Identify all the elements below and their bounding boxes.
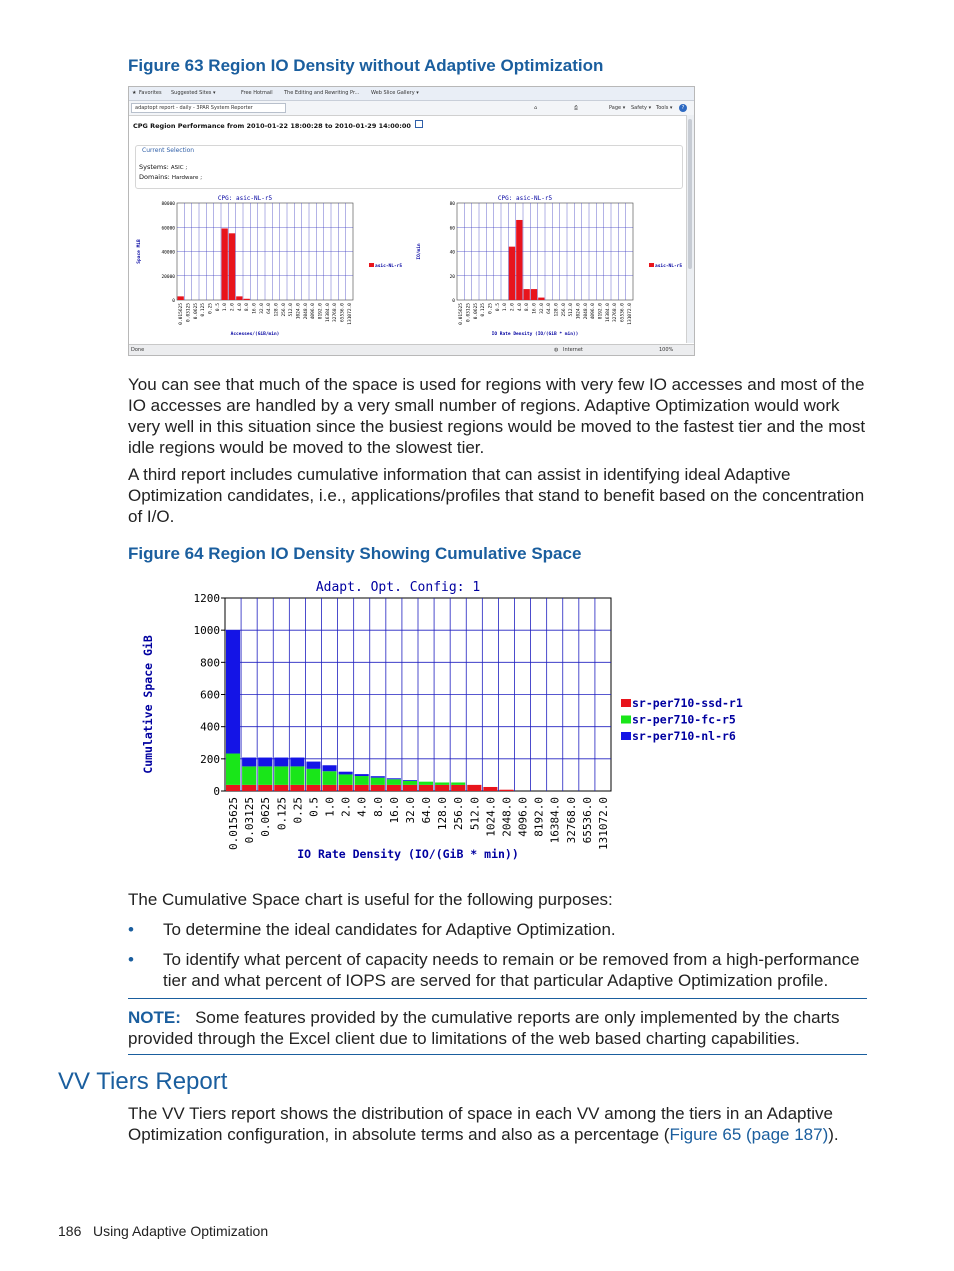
export-icon[interactable] [415,120,423,128]
bar-segment [483,787,497,791]
x-tick-label: 16.0 [387,797,401,824]
bar-segment [290,785,304,791]
bullet-text: To identify what percent of capacity needs to remain or be removed from a high-performance tier and what percent of IOPS are served for that particular Adaptive Optimization profile. [163,950,860,990]
bar-segment [339,785,353,791]
home-icon[interactable]: ⌂ [534,105,538,111]
status-zoom[interactable]: 100% [659,347,674,353]
bar-segment [226,754,240,785]
x-tick-label: 16384.0 [605,303,611,322]
x-tick-label: 8192.0 [318,303,324,320]
bar-segment [242,766,256,784]
x-tick-label: 0.0625 [473,303,479,320]
cumulative-space-chart [130,572,770,872]
x-tick-label: 0.03125 [186,303,192,322]
x-tick-label: 8192.0 [598,303,604,320]
x-tick-label: 256.0 [281,303,287,317]
x-tick-label: 128.0 [436,797,450,831]
bar-segment [290,758,304,767]
bar-segment [355,776,369,785]
bar-segment [355,785,369,791]
x-tick-label: 4.0 [237,303,243,312]
x-tick-label: 128.0 [274,303,280,317]
bar-segment [258,766,272,784]
bar-segment [306,785,320,791]
bar-segment [258,785,272,791]
status-bar [129,344,694,356]
y-tick-label: 60000 [161,226,175,232]
x-tick-label: 32.0 [259,303,265,314]
bar-segment [387,779,401,785]
section-heading: VV Tiers Report [58,1068,228,1095]
x-tick-label: 65536.0 [620,303,626,322]
y-tick-label: 400 [200,720,220,734]
io-chart [409,191,689,341]
globe-icon: ◍ [554,347,559,353]
page-menu[interactable]: Page ▾ [609,105,626,111]
bar-segment [355,774,369,776]
x-tick-label: 65536.0 [340,303,346,322]
bullet-icon: • [128,920,134,939]
x-tick-label: 4.0 [517,303,523,312]
x-tick-label: 1024.0 [576,303,582,320]
chart-title: Adapt. Opt. Config: 1 [315,580,481,595]
x-tick-label: 32.0 [539,303,545,314]
hotmail-link[interactable]: Free Hotmail [241,90,273,96]
x-tick-label: 0.5 [215,303,221,312]
x-tick-label: 8.0 [245,303,251,312]
bar-segment [435,785,449,791]
bullet-item [128,919,873,941]
current-selection-label: Current Selection [142,147,195,154]
x-axis-label: IO Rate Density (IO/(GiB * min)) [297,847,519,861]
x-tick-label: 4.0 [355,797,369,817]
bar [178,296,184,300]
bar [538,298,544,300]
tab-bar [129,101,694,116]
note-box [128,998,867,1055]
figure-63-screenshot [128,86,695,356]
bar-segment [226,630,240,753]
bar-segment [499,790,513,791]
x-tick-label: 0.5 [307,797,321,817]
bar-segment [323,765,337,771]
domains-value: Hardware ; [171,175,203,181]
bar-segment [339,772,353,775]
bar-segment [451,785,465,791]
x-tick-label: 0.125 [481,303,487,317]
status-zone: Internet [563,347,583,353]
legend-label: sr-per710-nl-r6 [632,729,736,743]
x-tick-label: 8.0 [371,797,385,817]
safety-menu[interactable]: Safety ▾ [631,105,652,111]
domains-line [139,173,202,181]
y-tick-label: 40000 [161,250,175,256]
bar [222,228,228,300]
web-slice-gallery-link[interactable]: Web Slice Gallery ▾ [371,90,419,96]
bar-segment [403,781,417,785]
page-footer [58,1223,268,1239]
x-tick-label: 2.0 [510,303,516,312]
y-axis-label: IO/min [417,243,422,260]
bar-segment [467,785,481,791]
bar-segment [403,785,417,791]
bar-segment [242,758,256,767]
bar [244,299,250,300]
bar-segment [419,782,433,785]
section-paragraph [128,1103,873,1145]
x-tick-label: 1024.0 [484,797,498,837]
x-tick-label: 2.0 [230,303,236,312]
bar-segment [435,782,449,784]
x-tick-label: 0.5 [495,303,501,312]
x-tick-label: 16384.0 [548,797,562,844]
bar-segment [451,782,465,784]
bar-segment [258,758,272,767]
x-tick-label: 0.03125 [243,797,257,844]
x-tick-label: 2048.0 [303,303,309,320]
x-tick-label: 131072.0 [627,303,633,325]
note-label: NOTE: [128,1008,181,1027]
legend-swatch [621,732,631,740]
y-tick-label: 0 [452,299,455,304]
legend-swatch [649,263,654,267]
x-tick-label: 0.0625 [193,303,199,320]
bullet-item [128,949,873,993]
x-tick-label: 64.0 [547,303,553,314]
x-tick-label: 64.0 [267,303,273,314]
y-tick-label: 600 [200,688,220,702]
x-tick-label: 2048.0 [500,797,514,837]
x-tick-label: 128.0 [554,303,560,317]
x-tick-label: 2.0 [339,797,353,817]
figure-63-caption: Figure 63 Region IO Density without Adaptive Optimization [128,56,604,75]
legend-swatch [621,716,631,724]
x-tick-label: 32768.0 [613,303,619,322]
x-tick-label: 1.0 [503,303,509,312]
bar [236,296,242,300]
note-text: Some features provided by the cumulative reports are only implemented by the charts provided through the Excel client due to limitations of the web based charting capabilities. [128,1008,840,1048]
x-tick-label: 512.0 [569,303,575,317]
bar [516,220,522,300]
figure-65-link[interactable]: Figure 65 (page 187) [669,1125,829,1144]
x-tick-label: 4096.0 [516,797,530,837]
x-tick-label: 0.0625 [259,797,273,837]
paragraph-2: A third report includes cumulative information that can assist in identifying ideal Adaptive Optimization candidates, i.e., applications/profiles that stand to benefit based on the concentration of I/O. [128,465,865,526]
y-tick-label: 80 [449,202,455,207]
bar [229,233,235,300]
x-axis-label: IO Rate Density (IO/(GiB * min)) [491,332,579,337]
bar-segment [226,785,240,791]
help-icon[interactable]: ? [679,104,687,112]
bar [524,289,530,300]
y-tick-label: 1000 [193,624,220,638]
favorites-icon[interactable]: ★ [132,90,137,96]
x-tick-label: 131072.0 [347,303,353,325]
x-tick-label: 0.015625 [179,303,185,325]
x-tick-label: 0.25 [488,303,494,314]
y-tick-label: 200 [200,752,220,766]
x-tick-label: 256.0 [452,797,466,831]
bar-segment [371,776,385,777]
legend-label: asic-NL-r5 [655,264,683,269]
bar [531,289,537,300]
y-axis-label: Cumulative Space GiB [141,635,155,774]
bar-segment [306,769,320,785]
x-tick-label: 16.0 [252,303,258,314]
legend-label: sr-per710-fc-r5 [632,712,736,727]
x-tick-label: 1024.0 [296,303,302,320]
print-icon[interactable]: ⎙ [574,105,579,111]
systems-line [139,163,187,171]
page-number: 186 [58,1223,82,1239]
bullet-text: To determine the ideal candidates for Adaptive Optimization. [163,920,616,939]
favorites-bar [129,87,694,101]
favorites-button[interactable]: Favorites [139,90,162,96]
bar [509,247,515,300]
bar-segment [306,762,320,769]
x-tick-label: 32768.0 [333,303,339,322]
legend-swatch [369,263,374,267]
paragraph-1: You can see that much of the space is used for regions with very few IO accesses and most of the IO accesses are handled by a very small number of regions. Adaptive Optimization would work very well in this situation since the busiest regions would be moved to the fastest tier and the most idle regions would be moved to the slowest tier. [128,375,866,457]
bullet-icon: • [128,950,134,969]
x-tick-label: 1.0 [323,797,337,817]
note-paragraph [128,1007,867,1049]
x-axis-label: Accesses/(GiB/min) [230,332,280,337]
browser-tab[interactable]: adaptopt report - daily - 3PAR System Reporter [131,103,286,113]
x-tick-label: 8.0 [525,303,531,312]
current-selection-box [135,145,683,189]
page-scrollbar[interactable] [686,115,694,343]
x-tick-label: 65536.0 [580,797,594,844]
bar-segment [419,785,433,791]
x-tick-label: 0.25 [208,303,214,314]
y-tick-label: 0 [172,299,175,304]
bar-segment [274,758,288,767]
paragraph-3: The Cumulative Space chart is useful for the following purposes: [128,890,613,909]
legend-label: sr-per710-ssd-r1 [632,696,743,710]
space-chart [129,191,409,341]
editing-link[interactable]: The Editing and Rewriting Pr... [284,90,360,96]
bar-segment [387,785,401,791]
x-tick-label: 512.0 [468,797,482,831]
bar-segment [403,780,417,781]
x-tick-label: 512.0 [289,303,295,317]
y-tick-label: 20000 [161,274,175,280]
systems-value: ASIC ; [170,165,188,171]
x-tick-label: 1.0 [223,303,229,312]
x-tick-label: 2048.0 [583,303,589,320]
bar-segment [242,785,256,791]
y-axis-label: Space MiB [137,239,142,264]
bar-segment [339,774,353,784]
bar-segment [387,778,401,779]
legend-swatch [621,699,631,707]
x-tick-label: 8192.0 [532,797,546,837]
bar-segment [323,771,337,785]
report-title-text: CPG Region Performance from 2010-01-22 18:00:28 to 2010-01-29 14:00:00 [133,122,411,130]
section-text: The VV Tiers report shows the distribution of space in each VV among the tiers in an Adaptive Optimization configuration, in absolute terms and also as a percentage ( [128,1104,833,1144]
x-tick-label: 16384.0 [325,303,331,322]
y-tick-label: 20 [449,274,455,280]
figure-64-caption: Figure 64 Region IO Density Showing Cumulative Space [128,544,582,563]
y-tick-label: 40 [449,250,455,256]
x-tick-label: 0.03125 [466,303,472,322]
bar-segment [371,785,385,791]
x-tick-label: 4096.0 [311,303,317,320]
x-tick-label: 64.0 [420,797,434,824]
x-tick-label: 131072.0 [596,797,610,850]
legend-label: asic-NL-r5 [375,264,403,269]
section-text-end: ). [828,1125,839,1144]
systems-label: Systems: [139,163,169,171]
status-done: Done [131,347,145,353]
domains-label: Domains: [139,173,170,181]
y-tick-label: 1200 [193,592,220,605]
suggested-sites-link[interactable]: Suggested Sites ▾ [171,90,216,96]
footer-title: Using Adaptive Optimization [93,1223,269,1239]
y-tick-label: 60 [449,226,455,232]
chart-title: CPG: asic-NL-r5 [217,195,273,202]
x-tick-label: 256.0 [561,303,567,317]
scrollbar-thumb[interactable] [688,119,692,269]
chart-title: CPG: asic-NL-r5 [497,195,553,202]
bar-segment [323,785,337,791]
tools-menu[interactable]: Tools ▾ [656,105,673,111]
x-tick-label: 32.0 [403,797,417,824]
x-tick-label: 0.25 [291,797,305,824]
x-tick-label: 0.125 [275,797,289,831]
bar-segment [274,766,288,784]
x-tick-label: 32768.0 [564,797,578,844]
y-tick-label: 0 [213,785,220,798]
bar-segment [371,778,385,785]
x-tick-label: 4096.0 [591,303,597,320]
x-tick-label: 0.015625 [227,797,241,850]
x-tick-label: 0.125 [201,303,207,317]
x-tick-label: 16.0 [532,303,538,314]
y-tick-label: 800 [200,656,220,670]
report-title [133,120,423,130]
x-tick-label: 0.015625 [459,303,465,325]
bar-segment [290,766,304,784]
bar-segment [274,785,288,791]
y-tick-label: 80000 [161,202,175,207]
